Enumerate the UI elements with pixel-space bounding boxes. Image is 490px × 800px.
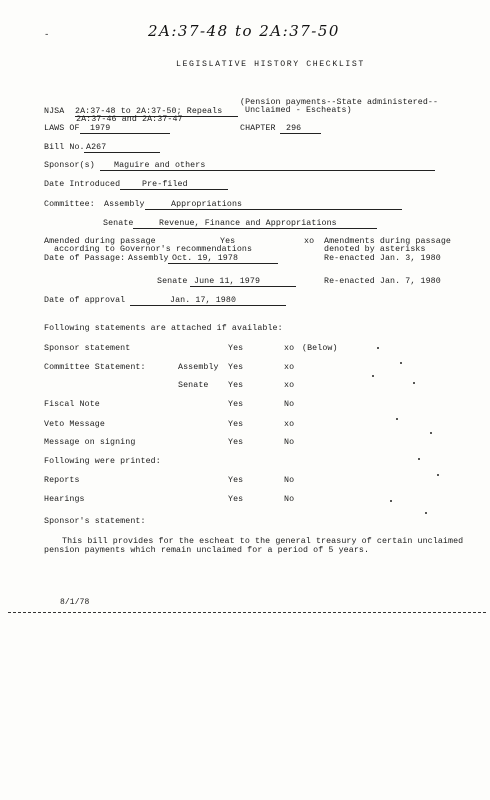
printed-reports-no: No bbox=[284, 476, 295, 485]
laws-of-value: 1979 bbox=[80, 124, 170, 134]
handwritten-statute-reference: 2A:37-48 to 2A:37-50 bbox=[148, 22, 340, 40]
stmt-committee-senate-sub: Senate bbox=[178, 381, 209, 390]
corner-mark: - bbox=[44, 30, 50, 40]
amended-note-line2: denoted by asterisks bbox=[324, 245, 426, 254]
committee-assembly-value: Appropriations bbox=[145, 200, 402, 210]
njsa-subject-line1: (Pension payments--State administered-- bbox=[240, 98, 439, 107]
committee-senate-value: Revenue, Finance and Appropriations bbox=[133, 219, 377, 229]
footer-date: 8/1/78 bbox=[60, 598, 90, 607]
passage-senate-reenacted: Re-enacted Jan. 7, 1980 bbox=[324, 277, 441, 286]
stmt-sponsor-label: Sponsor statement bbox=[44, 344, 131, 353]
printed-reports-yes: Yes bbox=[228, 476, 244, 485]
njsa-label: NJSA bbox=[44, 107, 65, 116]
printed-heading: Following were printed: bbox=[44, 457, 161, 466]
laws-of-label: LAWS OF bbox=[44, 124, 80, 133]
committee-label: Committee: bbox=[44, 200, 95, 209]
bill-no-value: A267 bbox=[84, 143, 160, 153]
stmt-committee-assembly-yes: Yes bbox=[228, 363, 244, 372]
committee-senate-label: Senate bbox=[103, 219, 134, 228]
sponsor-statement-line1: This bill provides for the escheat to the general treasury of certain unclaimed bbox=[62, 537, 464, 546]
stmt-veto-message-no: xo bbox=[284, 420, 295, 429]
stmt-sponsor-no: xo bbox=[284, 344, 295, 353]
footer-dashed-rule bbox=[8, 612, 486, 613]
sponsor-statement-line2: pension payments which remain unclaimed for a period of 5 years. bbox=[44, 546, 370, 555]
page-title: LEGISLATIVE HISTORY CHECKLIST bbox=[176, 60, 365, 69]
passage-assembly-label: Assembly bbox=[128, 254, 169, 263]
printed-hearings-no: No bbox=[284, 495, 295, 504]
stmt-sponsor-note: (Below) bbox=[302, 344, 338, 353]
sponsor-statement-label: Sponsor's statement: bbox=[44, 517, 146, 526]
date-of-passage-label: Date of Passage: bbox=[44, 254, 126, 263]
njsa-subject-line2: Unclaimed - Escheats) bbox=[245, 106, 352, 115]
chapter-value: 296 bbox=[280, 124, 321, 134]
bill-no-label: Bill No. bbox=[44, 143, 85, 152]
sponsors-label: Sponsor(s) bbox=[44, 161, 95, 170]
stmt-fiscal-note-label: Fiscal Note bbox=[44, 400, 100, 409]
njsa-value-line1: 2A:37-48 to 2A:37-50; Repeals bbox=[75, 107, 238, 117]
governor-recommendations-note: according to Governor's recommendations bbox=[54, 245, 253, 254]
stmt-committee-senate-yes: Yes bbox=[228, 381, 244, 390]
committee-assembly-label: Assembly bbox=[104, 200, 145, 209]
printed-hearings-yes: Yes bbox=[228, 495, 244, 504]
stmt-message-on-signing-yes: Yes bbox=[228, 438, 244, 447]
attached-statements-heading: Following statements are attached if available: bbox=[44, 324, 283, 333]
stmt-message-on-signing-label: Message on signing bbox=[44, 438, 136, 447]
date-introduced-label: Date Introduced bbox=[44, 180, 121, 189]
printed-reports-label: Reports bbox=[44, 476, 80, 485]
stmt-veto-message-label: Veto Message bbox=[44, 420, 105, 429]
stmt-sponsor-yes: Yes bbox=[228, 344, 244, 353]
stmt-message-on-signing-no: No bbox=[284, 438, 295, 447]
sponsors-value: Maguire and others bbox=[100, 161, 435, 171]
date-of-approval-value: Jan. 17, 1980 bbox=[130, 296, 286, 306]
stmt-fiscal-note-yes: Yes bbox=[228, 400, 244, 409]
passage-assembly-reenacted: Re-enacted Jan. 3, 1980 bbox=[324, 254, 441, 263]
stmt-committee-label: Committee Statement: bbox=[44, 363, 146, 372]
amended-note-line1: Amendments during passage bbox=[324, 237, 451, 246]
passage-senate-label: Senate bbox=[157, 277, 188, 286]
amended-yes: Yes bbox=[220, 237, 236, 246]
stmt-committee-assembly-no: xo bbox=[284, 363, 295, 372]
stmt-committee-assembly-sub: Assembly bbox=[178, 363, 219, 372]
chapter-label: CHAPTER bbox=[240, 124, 276, 133]
stmt-fiscal-note-no: No bbox=[284, 400, 295, 409]
stmt-veto-message-yes: Yes bbox=[228, 420, 244, 429]
njsa-value-line2: 2A:37-46 and 2A:37-47 bbox=[76, 115, 183, 124]
amended-label: Amended during passage bbox=[44, 237, 156, 246]
date-introduced-value: Pre-filed bbox=[120, 180, 228, 190]
passage-senate-date: June 11, 1979 bbox=[190, 277, 296, 287]
date-of-approval-label: Date of approval bbox=[44, 296, 126, 305]
amended-no-struck: xo bbox=[304, 237, 315, 246]
passage-assembly-date: Oct. 19, 1978 bbox=[168, 254, 278, 264]
printed-hearings-label: Hearings bbox=[44, 495, 85, 504]
stmt-committee-senate-no: xo bbox=[284, 381, 295, 390]
